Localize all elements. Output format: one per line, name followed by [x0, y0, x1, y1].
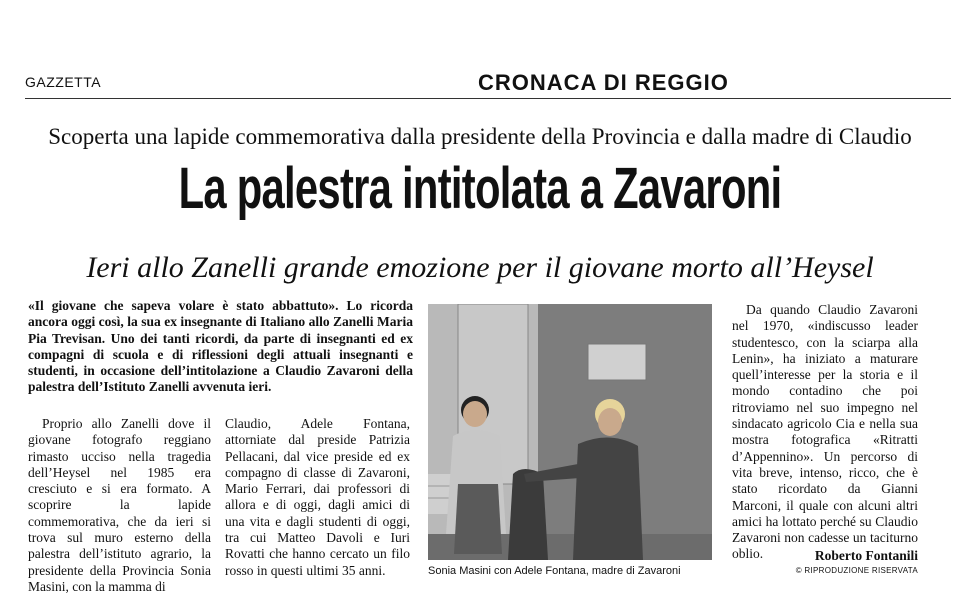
header-rule	[25, 98, 951, 99]
article-author: Roberto Fontanili	[814, 548, 918, 563]
article-photo	[428, 304, 712, 560]
article-column-3	[732, 302, 918, 563]
article-lead: «Il giovane che sapeva volare è stato abbattuto». Lo ricorda ancora oggi così, la sua ex insegnante di Italiano allo Zanelli Maria Pia Trevisan. Uno dei tanti ricordi, da parte di insegnanti ed ex compagni di scuola e di riflessioni degli attuali insegnanti e studenti, in occasione dell’intitolazione a Claudio Zavaroni della palestra dell’Istituto Zanelli avvenuta ieri.	[28, 298, 413, 395]
article-column-3-text: Da quando Claudio Zavaroni nel 1970, «indiscusso leader studentesco, con la sciarpa alla Lenin», ha iniziato a maturare quell’interesse per la storia e il mondo contadino che poi ritroviamo nel suo impegno nel sindacato agricolo Cia e nella sua mostra fotografica «Ritratti d’Appennino». Un percorso di vita breve, intenso, ricco, che è stato ricordato da Gianni Marconi, il quale con alcuni altri amici ha lottato perché su Claudio Zavaroni non cadesse un taciturno oblio.	[732, 302, 918, 562]
photo-illustration	[428, 304, 712, 560]
article-headline: La palestra intitolata a Zavaroni	[178, 156, 782, 221]
copyright-notice: © RIPRODUZIONE RISERVATA	[795, 566, 918, 575]
article-column-2-text: Claudio, Adele Fontana, attorniate dal preside Patrizia Pellacani, dal vice preside ed ex compagno di classe di Zavaroni, Mario Ferrari, dai professori di allora e di oggi, dagli amici di una vita e dagli studenti di oggi, tra cui Matteo Davoli e Iuri Rovatti che hanno cercato un filo rosso in questi ultimi 35 anni.	[225, 416, 410, 578]
photo-caption: Sonia Masini con Adele Fontana, madre di Zavaroni	[428, 565, 681, 577]
article-column-1	[28, 416, 211, 595]
article-subhead: Ieri allo Zanelli grande emozione per il giovane morto all’Heysel	[86, 251, 874, 284]
article-kicker: Scoperta una lapide commemorativa dalla presidente della Provincia e dalla madre di Claudio	[48, 124, 912, 149]
section-name-left: GAZZETTA	[25, 74, 102, 90]
section-name-right: CRONACA DI REGGIO	[478, 70, 729, 95]
article-column-2	[225, 416, 410, 579]
article-column-1-text: Proprio allo Zanelli dove il giovane fotografo reggiano rimasto ucciso nella tragedia dell’Heysel nel 1985 era cresciuto e si era formato. A scoprire la lapide commemorativa, che da ieri si trova sul muro esterno della palestra dell’istituto agrario, la presidente della Provincia Sonia Masini, con la mamma di	[28, 416, 211, 594]
